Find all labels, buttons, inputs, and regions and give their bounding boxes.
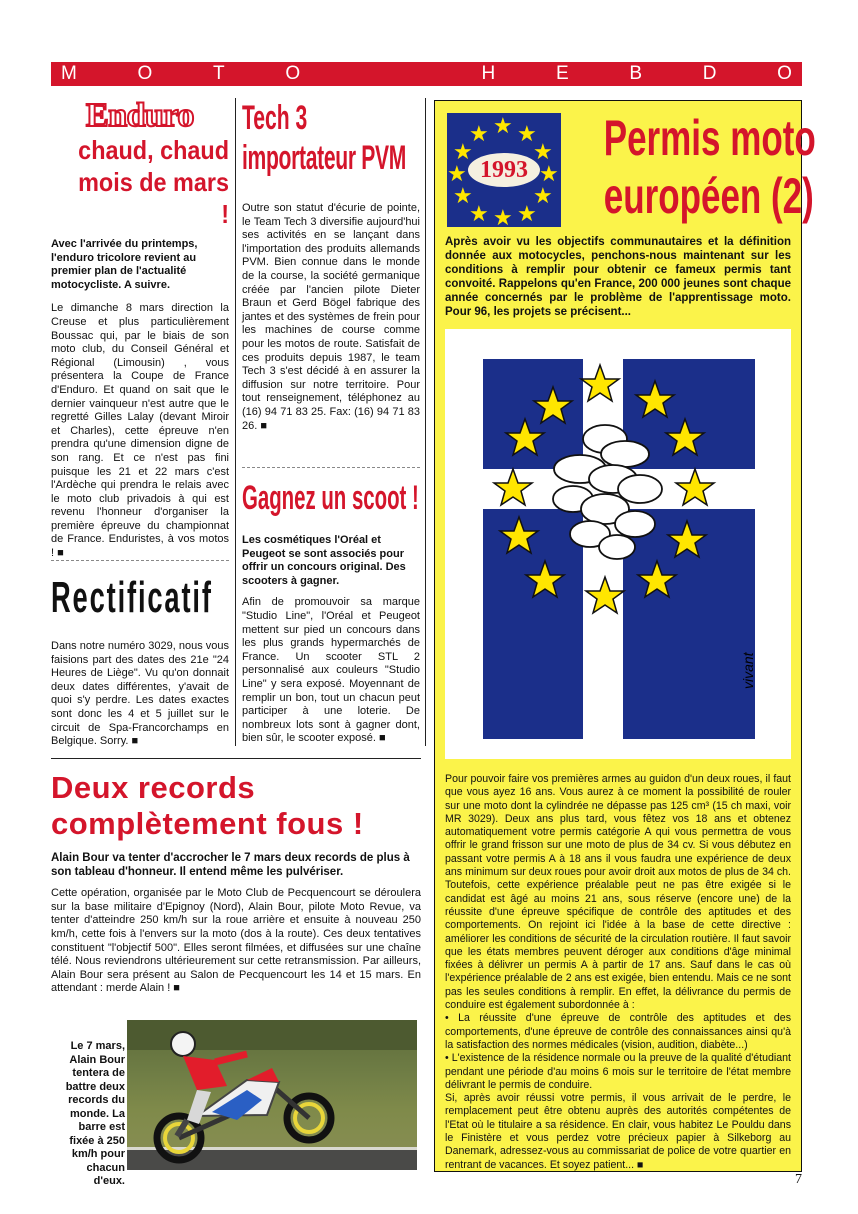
- records-body: Cette opération, organisée par le Moto Club de Pecquencourt se déroulera sur la base militaire d'Epignoy (Nord), Alain Bour, pilote Moto Revue, va tenter d'atteindre 250 km/h sur la roue arrière et ensuite à nouveau 250 km/h, cette fois à l'envers sur la moto (dos à la route). Ces deux tentatives constituent "l'objectif 500". Elles seront filmées, et diffusées sur une chaîne télé. Nous reviendrons ultérieurement sur cette retransmission. Par ailleurs, Alain Bour sera présent au Salon de Pecquencourt les 14 et 15 mars. En attendant : merde Alain ! ■: [51, 887, 421, 995]
- motorcycle-shape: [157, 1068, 331, 1160]
- enduro-article: [51, 98, 229, 561]
- star-icon: ★: [517, 201, 537, 226]
- star-icon: ★: [539, 161, 559, 186]
- section-separator: [242, 467, 420, 468]
- enduro-body: Le dimanche 8 mars direction la Creuse et plus particulièrement Boussac qui, par le biais de son moto club, du Conseil Général et Régional (Limousin) , vous présentera la Coupe de France d'Enduro. Et quand on sait que le dernier vainqueur n'est autre que le regretté Gilles Lalay (devant Miroir et Charles), cette épreuve n'en prendra qu'une dimension digne de son rang. Et ce n'est pas fini puisque les 21 et 22 mars c'est l'Ardèche qui prendra le relais avec le moto club privadois à qui est revenu l'honneur d'organiser la première épreuve du championnat de France. Enduristes, à vos motos ! ■: [51, 302, 229, 560]
- records-article: [51, 770, 421, 996]
- tech3-title-line2: importateur PVM: [242, 139, 407, 177]
- section-separator: [51, 560, 229, 561]
- permis-body-paragraph: Pour pouvoir faire vos premières armes au guidon d'un deux roues, il faut que vous ayez 16 ans. Vous aurez à ce moment la possibilité de rouler sur une moto dont la cylindrée ne dépasse pas 125 cm³ (15 ch maxi, voir MR 3029). Deux ans plus tard, vous fêtez vos 18 ans et obtenez automatiquement votre permis catégorie A qui vous permettra de vous offrir le grand frisson sur une moto de plus de 34 cv. Si vous débutez en passant votre permis A à 18 ans il vous faudra une expérience de deux ans minimum sur deux roues pour avoir droit aux motos de plus de 34 ch. Toutefois, cette expérience préalable peut ne pas être exigée si le candidat est âgé au moins 21 ans, sous réserve (encore une) de la réussite d'une épreuve spécifique de contrôle des aptitudes et des comportements. On rejoint ici l'idée à la base de cette directive : améliorer les conditions de sécurité de la circulation routière. Il faut savoir que les états membres peuvent déroger aux conditions d'âge minimal fixées à délivrer un permis A à partir de 17 ans. Sauf dans le cas où l'expérience préalable de 2 ans est exigée, bien entendu. Mais ce ne sont pas les seules conditions à remplir. En effet, la délivrance du permis de conduire est également subordonnée à :: [445, 773, 791, 1012]
- cartoon-signature: vivant: [740, 652, 756, 689]
- header-letter: D: [702, 63, 717, 84]
- enduro-title-main: Enduro: [86, 97, 194, 134]
- star-icon: ★: [533, 183, 553, 208]
- header-letter: M: [61, 63, 77, 84]
- star-icon: ★: [517, 121, 537, 146]
- section-separator: [51, 758, 421, 759]
- scoot-lead: Les cosmétiques l'Oréal et Peugeot se sont associés pour offrir un concours original. Des scooters à gagner.: [242, 534, 406, 587]
- rectificatif-article: [51, 570, 229, 749]
- star-icon: ★: [453, 183, 473, 208]
- header-letter: B: [629, 63, 643, 84]
- star-icon: ★: [533, 139, 553, 164]
- page-number: 7: [795, 1172, 802, 1187]
- column-divider: [235, 98, 236, 746]
- permis-title-line1: Permis moto: [603, 110, 816, 166]
- star-icon: ★: [493, 205, 513, 230]
- star-icon: ★: [493, 113, 513, 138]
- records-photo-caption: Le 7 mars, Alain Bour tentera de battre deux records du monde. La barre est fixée à 250 km/h pour chacun d'eux.: [65, 1040, 125, 1187]
- header-letter: E: [555, 63, 569, 84]
- tech3-title-line1: Tech 3: [242, 99, 308, 137]
- header-letter: O: [285, 63, 301, 84]
- scoot-article: [242, 478, 420, 746]
- records-title-line2: complètement fous !: [51, 806, 364, 841]
- enduro-title-line2: chaud, chaud: [78, 135, 229, 165]
- records-lead: Alain Bour va tenter d'accrocher le 7 mars deux records de plus à son tableau d'honneur. Il entend même les pulvériser.: [51, 852, 410, 878]
- tech3-body: Outre son statut d'écurie de pointe, le Team Tech 3 diversifie aujourd'hui ses activités en se lançant dans l'importation des produits allemands PVM. Bien connue dans le monde de la course, la société germanique créée par l'ancien pilote Dieter Braun et Gerd Bögel fabrique des jantes et des systèmes de frein pour les machines de course comme pour les motos de route. Satisfait de ces produits depuis 1987, le team Tech 3 s'est décidé à en assurer la diffusion sur notre territoire. Pour tout renseignement, téléphonez au (16) 94 71 83 25. Fax: (16) 94 71 83 26. ■: [242, 202, 420, 432]
- permis-feature-box: [434, 100, 816, 1172]
- permis-body: [445, 773, 791, 1172]
- header-letter: H: [481, 63, 496, 84]
- header-letter: T: [213, 63, 225, 84]
- header-letter: O: [137, 63, 153, 84]
- star-icon: ★: [469, 121, 489, 146]
- star-icon: ★: [447, 161, 467, 186]
- scoot-title: Gagnez un scoot !: [242, 479, 419, 517]
- scoot-body: Afin de promouvoir sa marque "Studio Line", l'Oréal et Peugeot mettent sur pied un concours dans les plus grands hypermarchés de France. Un scooter STL 2 personnalisé aux couleurs "Studio Line" y sera exposé. Moyennant de remplir un bon, tout un chacun peut participer à une loterie. De nombreux lots sont à gagner dont, bien sûr, le scooter exposé. ■: [242, 596, 420, 745]
- rectificatif-title: Rectificatif: [51, 573, 213, 622]
- eu-flag-badge: [447, 113, 561, 230]
- rectificatif-body: Dans notre numéro 3029, nous vous faisions part des dates des 21e "24 Heures de Liège". Vu qu'on donnait deux dates différentes, y'avait de quoi s'y perdre. Les dates exactes sont donc les 4 et 5 juillet sur le circuit de Spa-Francorchamps en Belgique. Sorry. ■: [51, 640, 229, 748]
- permis-title-line2: européen (2): [603, 168, 814, 224]
- permis-bullet: • L'existence de la résidence normale ou la preuve de la qualité d'étudiant pendant une période d'au moins 6 mois sur le territoire de l'état membre délivrant le permis de conduire.: [445, 1052, 791, 1091]
- permis-lead: Après avoir vu les objectifs communautaires et la définition donnée aux motocycles, penchons-nous maintenant sur les conditions à remplir pour obtenir ce fameux permis tant convoité. Rappelons qu'en France, 200 000 jeunes sont chaque année concernés par le problème de l'apprentissage moto. Pour 96, les projets se précisent...: [445, 236, 791, 318]
- permis-title: [570, 109, 816, 225]
- permis-bullet: • La réussite d'une épreuve de contrôle des aptitudes et des comportements, d'une épreuve de contrôle des connaissances ainsi qu'à la satisfaction des normes médicales (vision, audition, diabète...): [445, 1012, 791, 1051]
- tech3-article: [242, 98, 420, 433]
- star-icon: ★: [453, 139, 473, 164]
- enduro-lead: Avec l'arrivée du printemps, l'enduro tricolore revient au premier plan de l'actualité motocycliste. A suivre.: [51, 238, 198, 291]
- year-badge: [468, 153, 540, 187]
- star-icon: ★: [469, 201, 489, 226]
- permis-body-paragraph: Si, après avoir réussi votre permis, il vous arrivait de le perdre, le remplacement peut être obtenu auprès des autorités compétentes de l'Etat où le titulaire a sa résidence. En clair, vous habitez Le Pouldu dans le Finistère et vous perdez votre précieux papier à Silkeborg au Danemark, adressez-vous au commissariat de police de votre quartier en rentrant de vacances. Et soyez patient... ■: [445, 1092, 791, 1171]
- rider-wheelie-illustration: [127, 1020, 417, 1170]
- header-letter: O: [777, 63, 792, 84]
- records-title-line1: Deux records: [51, 770, 256, 805]
- enduro-title-line3: mois de mars !: [78, 167, 229, 229]
- wheelie-photo: [127, 1020, 417, 1170]
- column-divider: [425, 98, 426, 746]
- flag-cartoon-illustration: [445, 329, 791, 759]
- magazine-header-band: [51, 62, 802, 86]
- eu-cross-flag-cartoon: [445, 329, 791, 759]
- year-text: 1993: [480, 156, 528, 183]
